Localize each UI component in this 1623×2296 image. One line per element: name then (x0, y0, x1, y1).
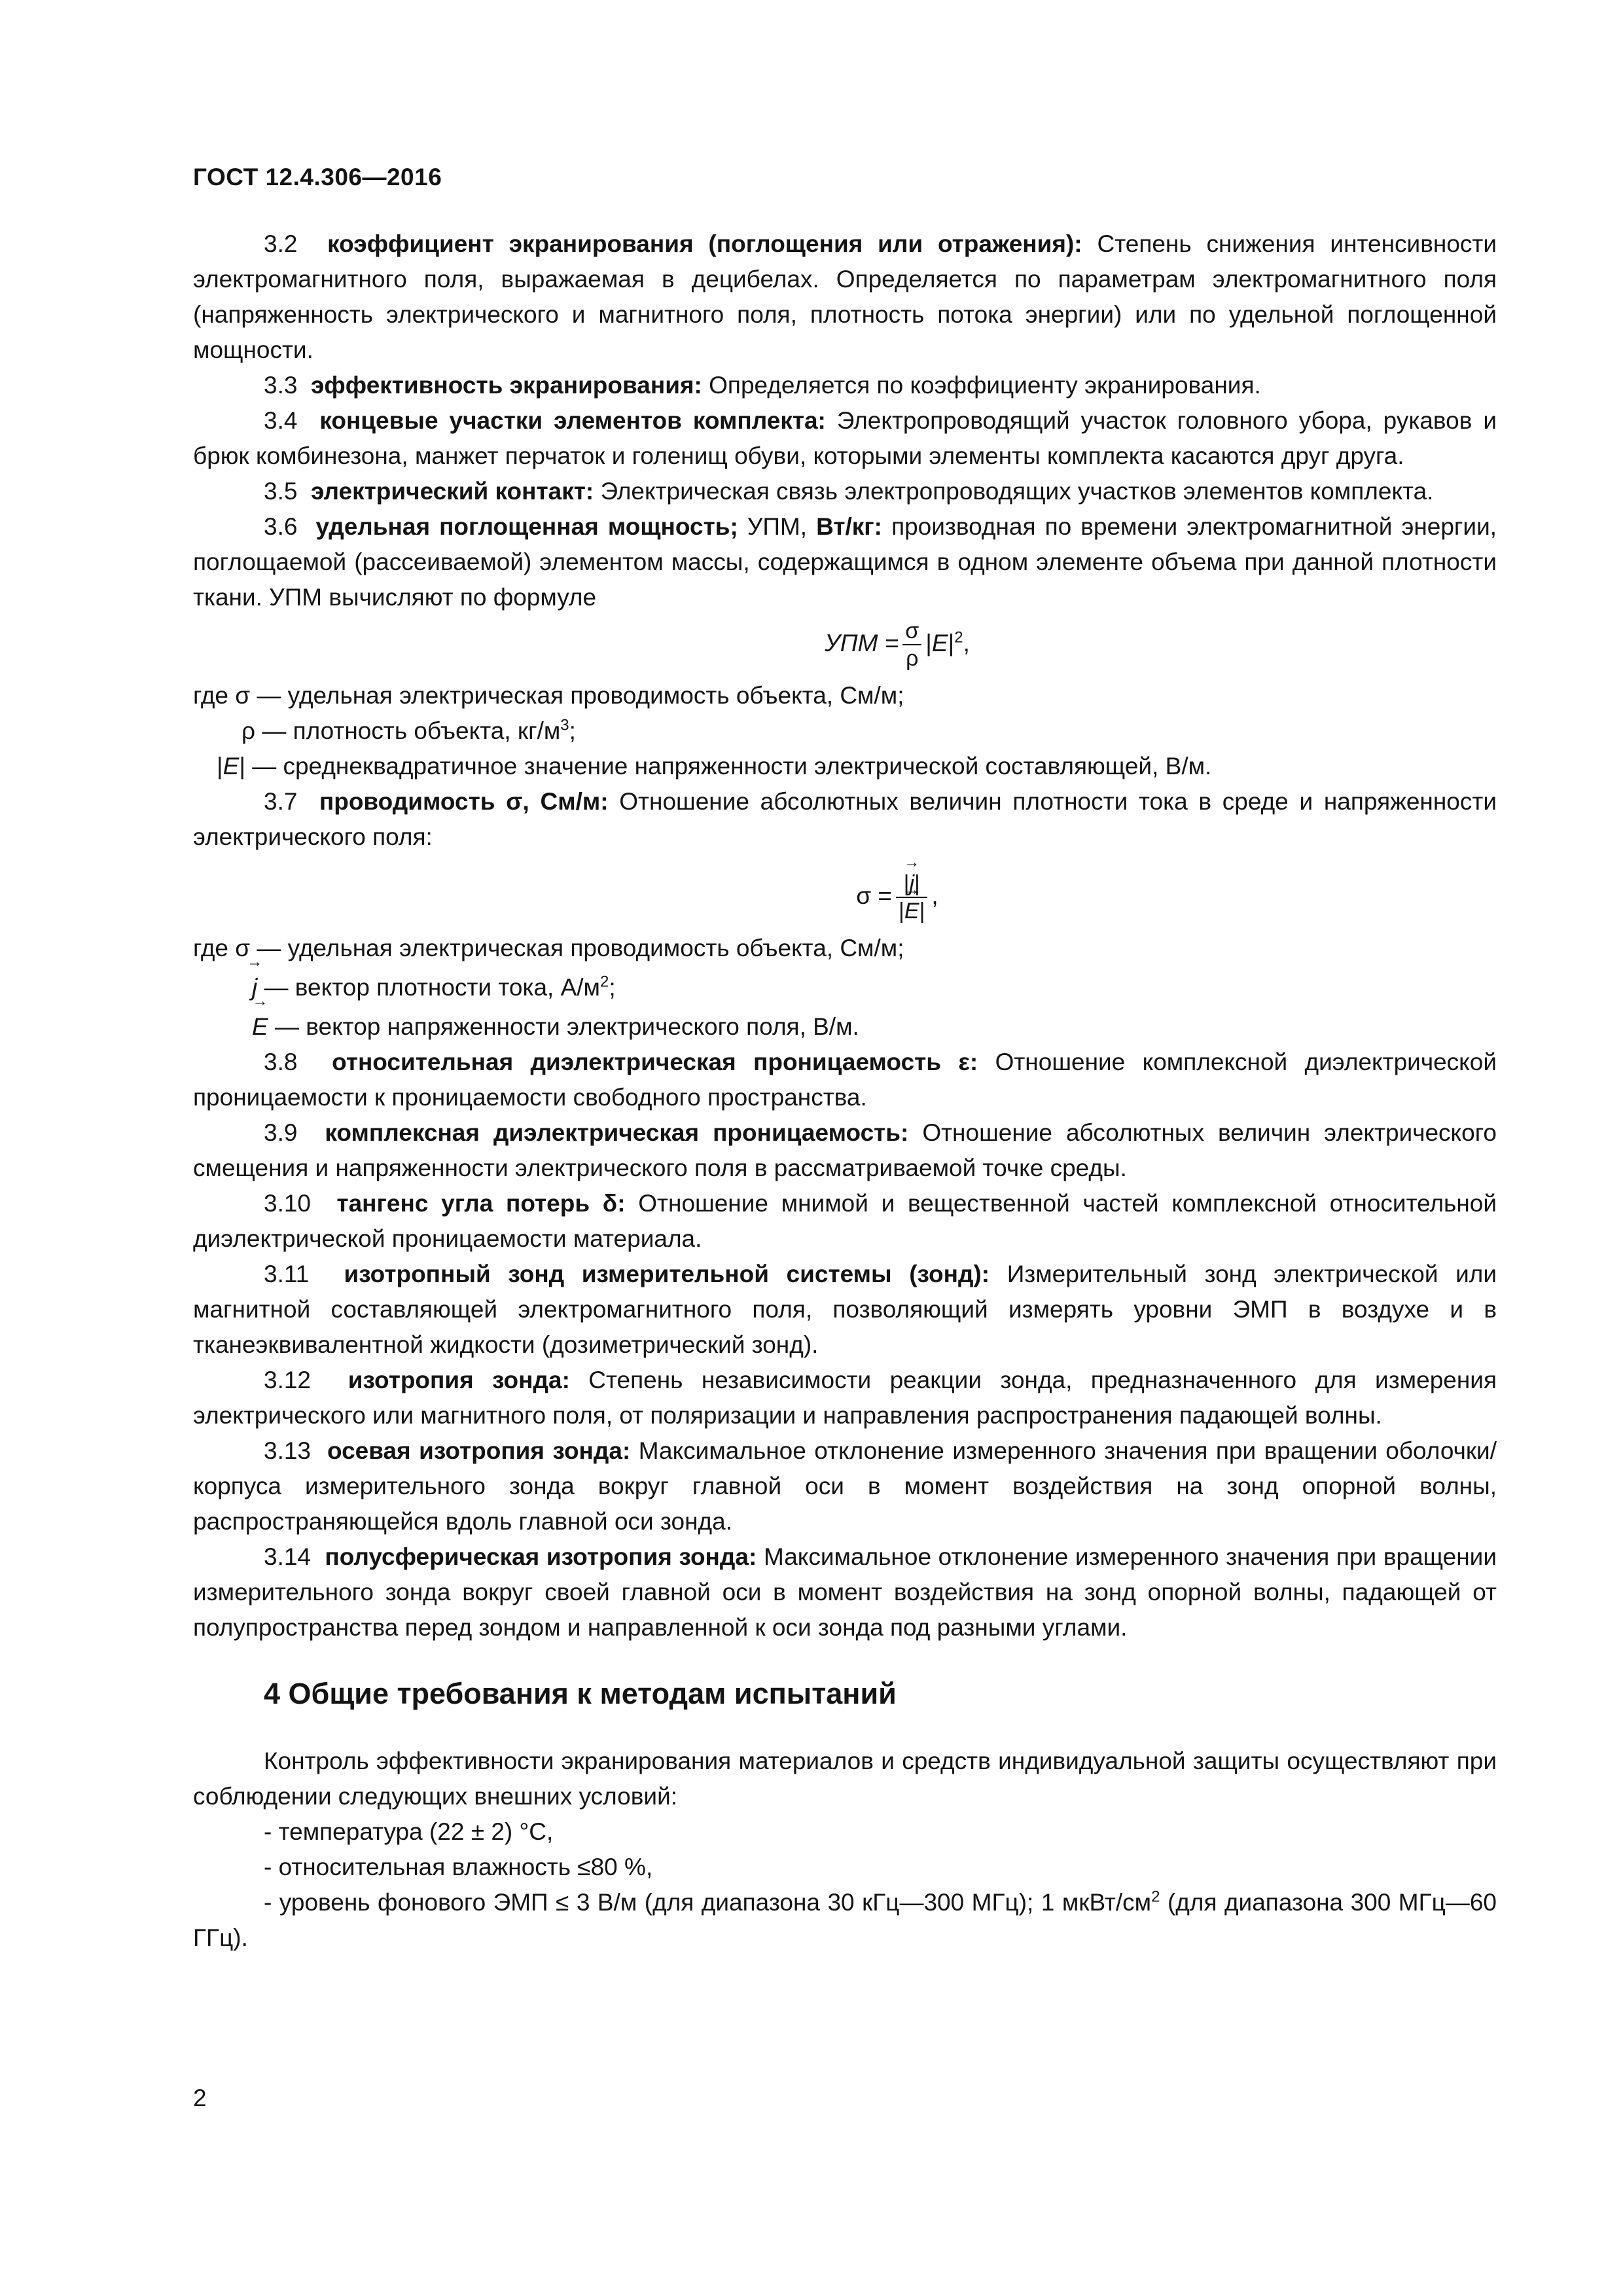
vector-variable: → E (252, 1009, 268, 1045)
clause-number: 3.7 (264, 788, 298, 815)
abs-bar: | (899, 899, 904, 924)
where-text: — вектор плотности тока, А/м (257, 974, 600, 1001)
where-text: — вектор напряженности электрического поля, В/м. (268, 1013, 859, 1040)
formula-lhs: УПМ = (825, 629, 899, 656)
exponent: 2 (954, 628, 963, 647)
clause-number: 3.9 (264, 1119, 298, 1146)
clause-number: 3.10 (264, 1190, 312, 1217)
section-intro: Контроль эффективности экранирования материалов и средств индивидуальной защиты осуществляют при соблюдении следующих внешних условий: (193, 1748, 1497, 1810)
document-body (193, 226, 1497, 1956)
definition-text: Максимальное отклонение измеренного значения при вращении измерительного зонда вокруг своей главной оси в момент воздействия на зонд опорной волны, падающей от полупространства перед зондом и направленной к оси зонда под разными углами. (193, 1543, 1497, 1641)
formula-tail: , (931, 882, 938, 909)
clause-number: 3.14 (264, 1543, 312, 1570)
definition-3-3 (193, 368, 1497, 403)
definition-text: Отношение абсолютных величин плотности тока в среде и напряженности электрического поля: (193, 788, 1497, 850)
where-line: где σ — удельная электрическая проводимость объекта, См/м; (193, 682, 904, 709)
vector-variable: → j (909, 870, 914, 897)
term: изотропный зонд измерительной системы (зонд): (344, 1261, 990, 1287)
definition-text: Определяется по коэффициенту экранирования. (709, 372, 1261, 399)
clause-number: 3.13 (264, 1437, 312, 1464)
definition-3-12 (193, 1363, 1497, 1433)
condition-item: - температура (22 ± 2) °С, (264, 1818, 554, 1845)
vector-variable: → E (904, 898, 919, 924)
definition-3-6 (193, 509, 1497, 615)
term: комплексная диэлектрическая проницаемость: (325, 1119, 909, 1146)
term: электрический контакт: (311, 478, 594, 505)
formula-variable: E (931, 629, 948, 656)
term: тангенс угла потерь δ: (336, 1190, 626, 1217)
definition-3-5 (193, 474, 1497, 509)
term: проводимость σ, См/м: (319, 788, 609, 815)
definition-3-8 (193, 1045, 1497, 1115)
where-line (193, 713, 1497, 749)
term: концевые участки элементов комплекта: (319, 407, 826, 434)
vector-variable: → j (252, 970, 257, 1005)
abs-bar: | (919, 899, 925, 924)
definition-text: Измерительный зонд электрической или магнитной составляющей электромагнитного поля, позволяющий измерять уровни ЭМП в воздухе и в тканеэквивалентной жидкости (дозиметрический зонд). (193, 1261, 1497, 1358)
where-line (193, 1009, 1497, 1045)
clause-number: 3.11 (264, 1261, 310, 1287)
exponent: 2 (1151, 1888, 1160, 1906)
where-text: ; (609, 974, 616, 1001)
definition-text: производная по времени электромагнитной энергии, поглощаемой (рассеиваемой) элементом массы, содержащимся в одном элементе объема при данной плотности ткани. УПМ вычисляют по формуле (193, 513, 1497, 611)
clause-number: 3.5 (264, 478, 298, 505)
term: изотропия зонда: (348, 1367, 570, 1393)
where-line (193, 749, 1497, 784)
exponent: 3 (560, 716, 569, 734)
term: относительная диэлектрическая проницаемость ε: (332, 1049, 978, 1075)
definition-3-13 (193, 1433, 1497, 1539)
clause-number: 3.8 (264, 1049, 298, 1075)
fraction-denominator (896, 898, 927, 924)
fraction-denominator: ρ (906, 646, 919, 671)
formula-tail: , (963, 629, 970, 656)
clause-number: 3.12 (264, 1367, 312, 1393)
fraction (902, 618, 921, 672)
where-line (193, 970, 1497, 1005)
definition-text: Степень независимости реакции зонда, предназначенного для измерения электрического или магнитного поля, от поляризации и направления распространения падающей волны. (193, 1367, 1497, 1429)
definition-text: Отношение комплексной диэлектрической проницаемости к проницаемости свободного пространства. (193, 1049, 1497, 1111)
term: удельная поглощенная мощность; (315, 513, 738, 540)
definition-text: Максимальное отклонение измеренного значения при вращении оболочки/корпуса измерительного зонда вокруг главной оси в момент воздействия на зонд опорной волны, распространяющейся вдоль главной оси зонда. (193, 1437, 1497, 1535)
definition-text: Электрическая связь электропроводящих участков элементов комплекта. (600, 478, 1434, 505)
abs-bar: | (925, 629, 932, 656)
clause-number: 3.6 (264, 513, 298, 540)
definition-3-10 (193, 1186, 1497, 1257)
formula-conductivity (193, 870, 1497, 924)
clause-number: 3.3 (264, 372, 298, 399)
definition-text: Степень снижения интенсивности электромагнитного поля, выражаемая в децибелах. Определяется по параметрам электромагнитного поля (напряженность электрического и магнитного поля, плотность потока энергии) или по удельной поглощенной мощности. (193, 230, 1497, 363)
where-line: где σ — удельная электрическая проводимость объекта, См/м; (193, 935, 904, 961)
clause-number: 3.2 (264, 230, 298, 257)
condition-item (193, 1885, 1497, 1956)
where-block-1 (193, 678, 1497, 784)
section-heading: 4 Общие требования к методам испытаний (264, 1677, 897, 1710)
where-text: | — среднеквадратичное значение напряженности электрической составляющей, В/м. (239, 753, 1212, 780)
where-text: ρ — плотность объекта, кг/м (241, 717, 561, 744)
term: коэффициент экранирования (поглощения или отражения): (327, 230, 1082, 257)
definition-3-14 (193, 1539, 1497, 1645)
condition-text: (для диапазона 300 МГц—60 ГГц). (193, 1889, 1497, 1951)
abs-bar: | (217, 753, 223, 780)
abs-bar: | (903, 871, 910, 896)
where-block-2 (193, 931, 1497, 1045)
definition-text: Отношение мнимой и вещественной частей комплексной относительной диэлектрической проницаемости материала. (193, 1190, 1497, 1252)
fraction-numerator: σ (902, 618, 921, 645)
abs-bar: | (914, 871, 920, 896)
definition-3-2 (193, 226, 1497, 368)
document-header: ГОСТ 12.4.306—2016 (193, 164, 442, 190)
definition-text: Отношение абсолютных величин электрического смещения и напряженности электрического поля в рассматриваемой точке среды. (193, 1119, 1497, 1181)
formula-sar (193, 618, 1497, 672)
definition-3-11 (193, 1257, 1497, 1363)
abbreviation: УПМ, (747, 513, 808, 540)
term: полусферическая изотропия зонда: (325, 1543, 757, 1570)
formula-variable: E (223, 753, 240, 780)
clause-number: 3.4 (264, 407, 298, 434)
formula-lhs: σ = (856, 882, 893, 909)
term: эффективность экранирования: (311, 372, 702, 399)
fraction (896, 870, 927, 924)
definition-3-4 (193, 403, 1497, 474)
term: осевая изотропия зонда: (327, 1437, 631, 1464)
definition-3-9 (193, 1115, 1497, 1186)
unit: Вт/кг: (816, 513, 882, 540)
page-number: 2 (193, 2085, 207, 2111)
condition-text: - уровень фонового ЭМП ≤ 3 В/м (для диапазона 30 кГц—300 МГц); 1 мкВт/см (264, 1889, 1152, 1916)
definition-text: Электропроводящий участок головного убора, рукавов и брюк комбинезона, манжет перчаток и голенищ обуви, которыми элементы комплекта касаются друг друга. (193, 407, 1497, 469)
exponent: 2 (599, 973, 609, 991)
where-text: ; (569, 717, 576, 744)
condition-item: - относительная влажность ≤80 %, (264, 1854, 653, 1880)
abs-bar: | (948, 629, 955, 656)
definition-3-7 (193, 784, 1497, 855)
